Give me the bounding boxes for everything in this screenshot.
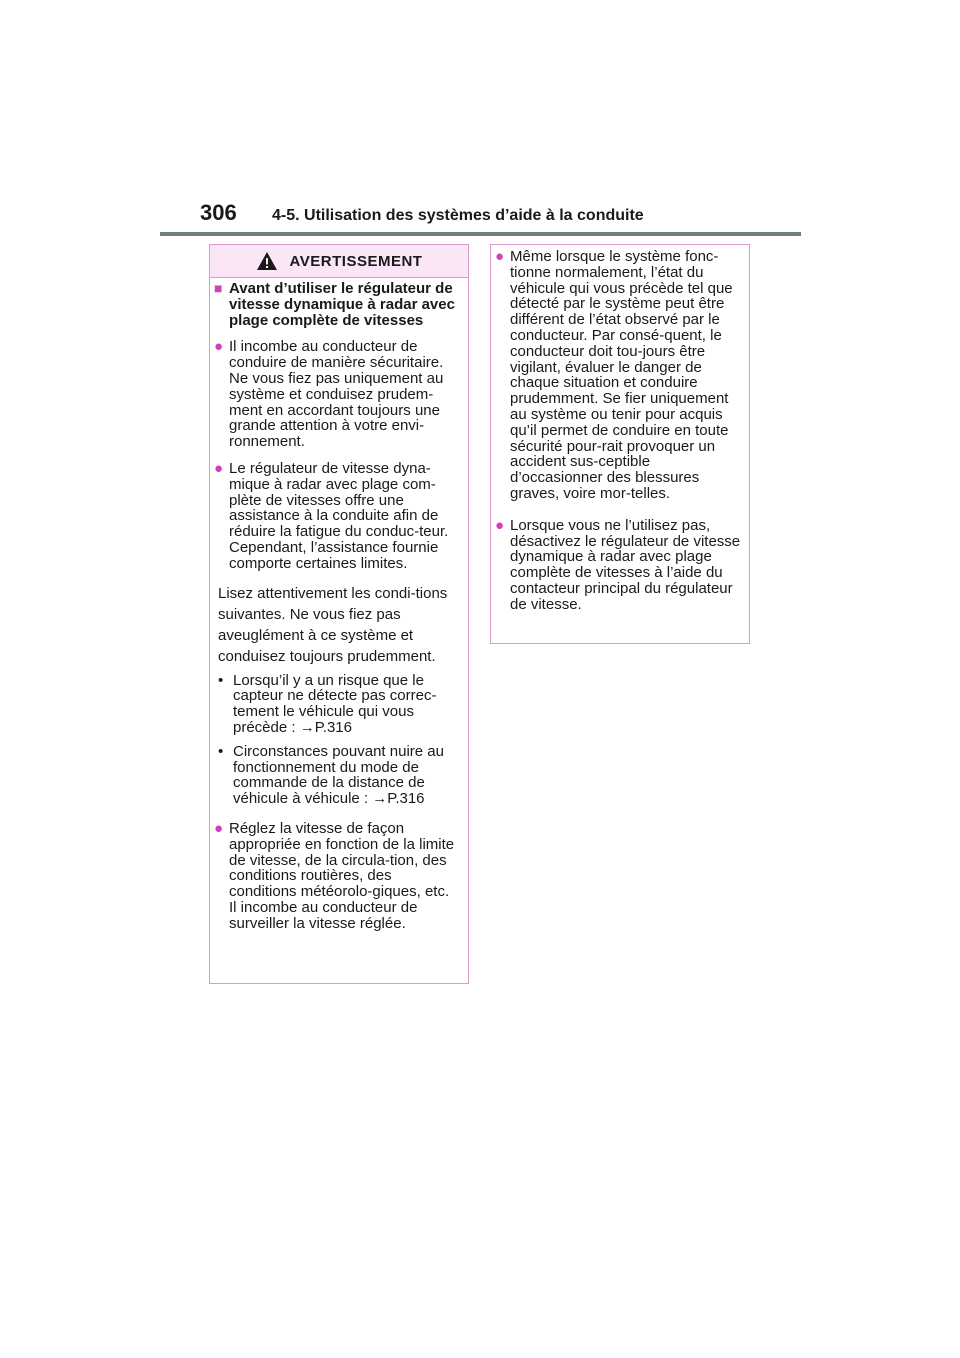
warning-header	[210, 245, 468, 278]
warning-triangle-icon	[256, 251, 278, 271]
warning-bullet-text: Lorsqu’il y a un risque que le capteur ne détecte pas correc-tement le véhicule qui vous précède : →P.316	[233, 671, 437, 736]
warning-content	[210, 281, 468, 943]
section-title: 4-5. Utilisation des systèmes d’aide à la conduite	[272, 207, 644, 224]
warning-item-text: Réglez la vitesse de façon appropriée en fonction de la limite de vitesse, de la circula-tion, des conditions routières, des conditions météorolo-giques, etc. Il incombe au conducteur de surveiller la vitesse réglée.	[229, 819, 455, 932]
bullet-dot-icon: •	[218, 671, 224, 689]
circle-marker-icon: ●	[495, 516, 505, 534]
circle-marker-icon: ●	[495, 248, 505, 265]
circle-marker-icon: ●	[214, 459, 224, 477]
page-number: 306	[200, 200, 237, 225]
warning-item-text: Il incombe au conducteur de conduire de manière sécuritaire. Ne vous fiez pas uniquement au système et conduisez prudem-ment en accordant toujours une grande attention à votre envi-ronnement.	[229, 338, 444, 451]
warning-bullet	[218, 673, 456, 736]
warning-item-text: Lorsque vous ne l’utilisez pas, désactivez le régulateur de vitesse dynamique à radar avec plage complète de vitesses à l’aide du contacteur principal du régulateur de vitesse.	[510, 516, 741, 613]
page-header	[0, 0, 960, 240]
bullet-dot-icon: •	[218, 742, 224, 760]
warning-item	[495, 249, 743, 502]
warning-item-text: Même lorsque le système fonc-tionne normalement, l’état du véhicule qui vous précède tel que détecté par le système peut être différent de l’état observé par le conducteur. Par consé-quent, le conducteur doit tou-jours être vigilant, évaluer le danger de chaque situation et conduire prudemment. Se fier uniquement au système ou tenir pour acquis qu’il permet de conduire en toute sécurité pour-rait provoquer un accident sus-ceptible d’occasionner des blessures graves, voire mor-telles.	[510, 248, 733, 502]
warning-title: Avant d’utiliser le régulateur de vitesse dynamique à radar avec plage complète de vitesses	[229, 280, 455, 329]
warning-bullet-text: Circonstances pouvant nuire au fonctionnement du mode de commande de la distance de véhicule à véhicule : →P.316	[233, 742, 444, 808]
warning-note: Lisez attentivement les condi-tions suivantes. Ne vous fiez pas aveuglément à ce système et conduisez toujours prudemment.	[218, 584, 448, 665]
warning-box-left	[209, 244, 469, 984]
circle-marker-icon: ●	[214, 338, 224, 356]
circle-marker-icon: ●	[214, 819, 224, 837]
warning-title-item	[214, 281, 456, 328]
warning-item	[214, 461, 456, 572]
warning-item	[495, 518, 743, 613]
warning-content	[491, 249, 749, 624]
square-marker-icon: ■	[214, 280, 223, 296]
warning-item-text: Le régulateur de vitesse dyna-mique à radar avec plage com-plète de vitesses offre une assistance à la conduite afin de réduire la fatigue du conduc-teur. Cependant, l’assistance fournie comporte certaines limites.	[229, 459, 449, 572]
warning-bullet	[218, 744, 456, 807]
warning-box-right	[490, 244, 750, 644]
warning-heading: AVERTISSEMENT	[289, 252, 423, 270]
header-rule	[160, 232, 801, 236]
warning-item	[214, 339, 456, 450]
warning-item	[214, 821, 456, 932]
